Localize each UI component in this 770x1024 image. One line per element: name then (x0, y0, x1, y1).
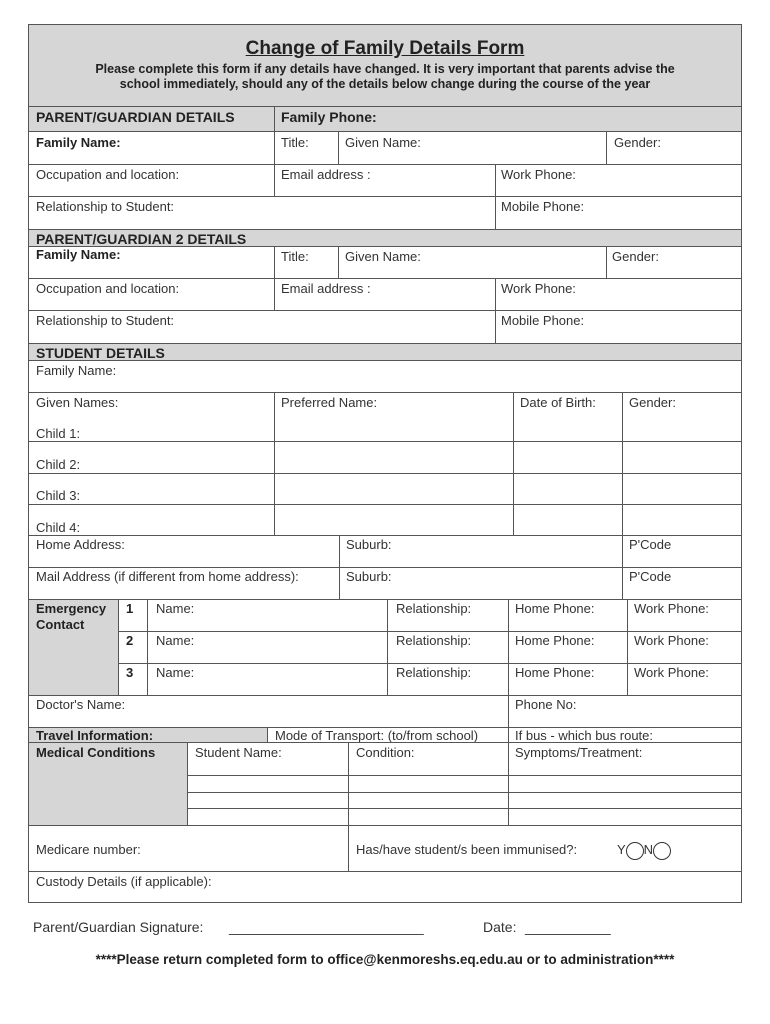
travel-mode-label: Mode of Transport: (to/from school) (275, 728, 479, 743)
p2-work-phone-label: Work Phone: (501, 281, 576, 296)
child-3-label: Child 3: (36, 488, 81, 503)
medical-student-name-label: Student Name: (195, 745, 282, 760)
p2-mobile-label: Mobile Phone: (501, 313, 585, 328)
home-address-label: Home Address: (36, 537, 125, 552)
child-2-label: Child 2: (36, 457, 81, 472)
p1-given-name-label: Given Name: (345, 135, 421, 150)
immunised-no-radio[interactable] (653, 842, 671, 860)
emergency-1-num: 1 (126, 601, 134, 616)
form-title: Change of Family Details Form (245, 38, 525, 59)
mail-suburb-label: Suburb: (346, 569, 392, 584)
student-preferred-name-label: Preferred Name: (281, 395, 378, 410)
p2-title-label: Title: (281, 249, 309, 264)
medical-condition-label: Condition: (356, 745, 415, 760)
immunised-options (617, 839, 671, 861)
p1-mobile-label: Mobile Phone: (501, 199, 585, 214)
student-dob-label: Date of Birth: (520, 395, 596, 410)
mail-address-label: Mail Address (if different from home address): (36, 569, 299, 584)
emergency-3-num: 3 (126, 665, 134, 680)
form-subtitle-line2: school immediately, should any of the details below change during the course of the year (119, 77, 651, 91)
medical-label: Medical Conditions (36, 745, 156, 760)
doctor-name-label: Doctor's Name: (36, 697, 126, 712)
emergency-1-name: Name: (156, 601, 195, 616)
student-family-name-label: Family Name: (36, 363, 117, 378)
student-gender-label: Gender: (629, 395, 676, 410)
p1-occupation-label: Occupation and location: (36, 167, 180, 182)
doctor-phone-label: Phone No: (515, 697, 577, 712)
parent1-section-title: PARENT/GUARDIAN DETAILS (36, 109, 235, 125)
emergency-label-1: Emergency (36, 601, 107, 616)
emergency-2-num: 2 (126, 633, 134, 648)
parent2-section-title: PARENT/GUARDIAN 2 DETAILS (36, 231, 247, 247)
emergency-3-relationship: Relationship: (396, 665, 472, 680)
home-suburb-label: Suburb: (346, 537, 392, 552)
family-phone-label: Family Phone: (281, 109, 377, 125)
p1-work-phone-label: Work Phone: (501, 167, 576, 182)
p1-title-label: Title: (281, 135, 309, 150)
return-note: ****Please return completed form to office@kenmoreshs.eq.edu.au or to administration**** (95, 952, 675, 967)
home-pcode-label: P'Code (629, 537, 672, 552)
emergency-1-work-phone: Work Phone: (634, 601, 709, 616)
p1-gender-label: Gender: (614, 135, 661, 150)
emergency-3-name: Name: (156, 665, 195, 680)
date-label: Date: (483, 919, 517, 935)
immunised-yes-radio[interactable] (626, 842, 644, 860)
immunised-yes-label: Y (617, 842, 626, 857)
child-4-label: Child 4: (36, 520, 81, 535)
emergency-2-home-phone: Home Phone: (515, 633, 595, 648)
immunised-no-label: N (643, 842, 654, 857)
mail-pcode-label: P'Code (629, 569, 672, 584)
signature-label: Parent/Guardian Signature: (33, 919, 204, 935)
emergency-1-relationship: Relationship: (396, 601, 472, 616)
emergency-2-name: Name: (156, 633, 195, 648)
emergency-3-home-phone: Home Phone: (515, 665, 595, 680)
p2-email-label: Email address : (281, 281, 371, 296)
p1-family-name-label: Family Name: (36, 135, 121, 150)
change-of-details-form (28, 24, 742, 903)
immunised-question: Has/have student/s been immunised?: (356, 842, 578, 857)
p1-relationship-label: Relationship to Student: (36, 199, 175, 214)
custody-label: Custody Details (if applicable): (36, 874, 212, 889)
p2-gender-label: Gender: (612, 249, 659, 264)
p1-email-label: Email address : (281, 167, 371, 182)
signature-line[interactable]: _________________________ (229, 919, 424, 935)
emergency-3-work-phone: Work Phone: (634, 665, 709, 680)
emergency-2-relationship: Relationship: (396, 633, 472, 648)
travel-label: Travel Information: (36, 728, 154, 743)
medical-symptoms-label: Symptoms/Treatment: (515, 745, 643, 760)
child-1-label: Child 1: (36, 426, 81, 441)
form-subtitle-line1: Please complete this form if any details have changed. It is very important that parents advise the (95, 62, 675, 76)
travel-bus-label: If bus - which bus route: (515, 728, 654, 743)
emergency-label-2: Contact (36, 617, 85, 632)
date-line[interactable]: ___________ (525, 919, 611, 935)
p2-family-name-label: Family Name: (36, 247, 121, 262)
emergency-1-home-phone: Home Phone: (515, 601, 595, 616)
student-given-names-label: Given Names: (36, 395, 119, 410)
medicare-label: Medicare number: (36, 842, 141, 857)
emergency-2-work-phone: Work Phone: (634, 633, 709, 648)
p2-occupation-label: Occupation and location: (36, 281, 180, 296)
student-section-title: STUDENT DETAILS (36, 345, 165, 361)
p2-relationship-label: Relationship to Student: (36, 313, 175, 328)
p2-given-name-label: Given Name: (345, 249, 421, 264)
